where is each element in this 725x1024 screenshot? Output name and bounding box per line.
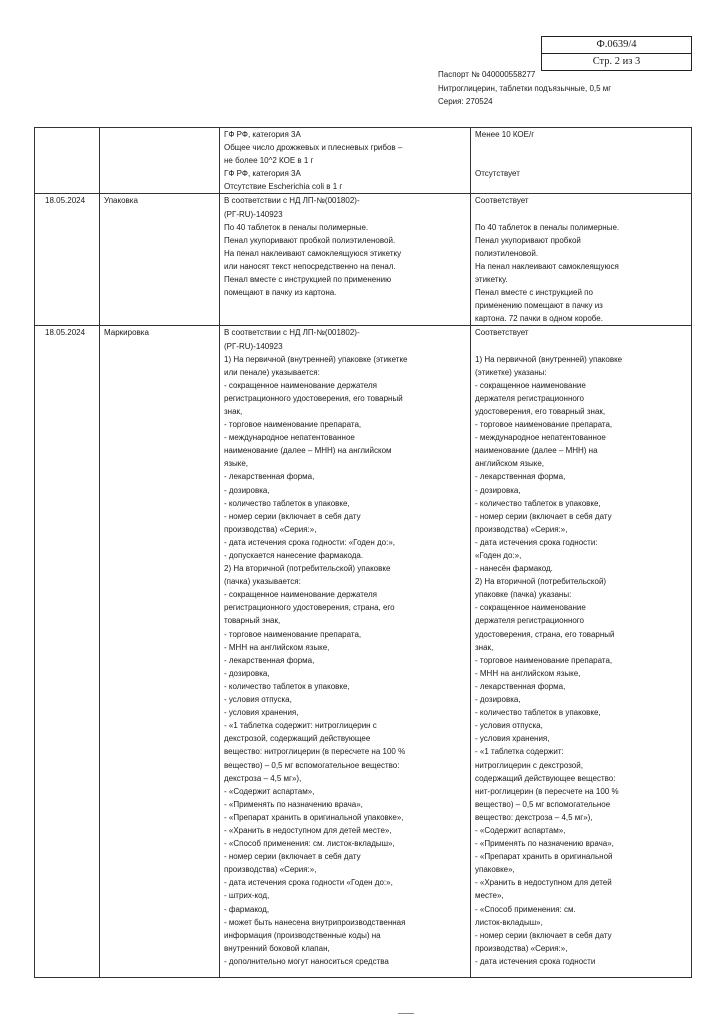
row-date: 18.05.2024 <box>35 326 100 978</box>
row-date <box>35 128 100 194</box>
row-indicator <box>100 128 220 194</box>
scan-mark <box>398 1013 414 1018</box>
row-result: Менее 10 КОЕ/г Отсутствует <box>471 128 692 194</box>
form-code: Ф.0639/4 <box>596 39 637 50</box>
series-number: Серия: 270524 <box>438 97 493 106</box>
table-row <box>35 194 692 326</box>
form-code-box <box>541 36 692 71</box>
quality-table <box>34 127 692 978</box>
row-date: 18.05.2024 <box>35 194 100 326</box>
row-requirement: В соответствии с НД ЛП-№(001802)- (РГ-RU)-140923 По 40 таблеток в пеналы полимерные. Пенал укупоривают пробкой полиэтиленовой. На пенал наклеивают самоклеящуюся этикетку или наносят текст непосредственно на пенал. Пенал вместе с инструкцией по применению помещают в пачку из картона. <box>220 194 471 326</box>
product-name: Нитроглицерин, таблетки подъязычные, 0,5 мг <box>438 83 612 93</box>
passport-number: Паспорт № 040000558277 <box>438 70 536 79</box>
passport-header <box>438 68 611 109</box>
row-requirement: В соответствии с НД ЛП-№(001802)- (РГ-RU)-140923 1) На первичной (внутренней) упаковке (этикетке или пенале) указывается: - сокращенное наименование держателя регистрационного удостоверения, его товарный знак, - торговое наименование препарата, - международное непатентованное наименование (далее – МНН) на английском языке, - лекарственная форма, - дозировка, - количество таблеток в упаковке, - номер серии (включает в себя дату производства) «Серия:», - дата истечения срока годности: «Годен до:», - допускается нанесение фармакода. 2) На вторичной (потребительской) упаковке (пачка) указывается: - сокращенное наименование держателя регистрационного удостоверения, страна, его товарный знак, - торговое наименование препарата, - МНН на английском языке, - лекарственная форма, - дозировка, - количество таблеток в упаковке, - условия отпуска, - условия хранения, - «1 таблетка содержит: нитроглицерин с декстрозой, содержащий действующее вещество: нитроглицерин (в пересчете на 100 % вещество) – 0,5 мг вспомогательное вещество: декстроза – 4,5 мг»), - «Содержит аспартам», - «Применять по назначению врача», - «Препарат хранить в оригинальной упаковке», - «Хранить в недоступном для детей месте», - «Способ применения: см. листок-вкладыш», - номер серии (включает в себя дату производства) «Серия:», - дата истечения срока годности «Годен до:», - штрих-код, - фармакод, - может быть нанесена внутрипроизводственная информация (производственные коды) на внутренний боковой клапан, - дополнительно могут наноситься средства <box>220 326 471 978</box>
row-indicator: Упаковка <box>100 194 220 326</box>
row-result: Соответствует 1) На первичной (внутренней) упаковке (этикетке) указаны: - сокращенное наименование держателя регистрационного удостоверения, его товарный знак, - торговое наименование препарата, - международное непатентованное наименование (далее – МНН) на английском языке, - лекарственная форма, - дозировка, - количество таблеток в упаковке, - номер серии (включает в себя дату производства) «Серия:», - дата истечения срока годности: «Годен до:», - нанесён фармакод. 2) На вторичной (потребительской) упаковке (пачка) указаны: - сокращенное наименование держателя регистрационного удостоверения, страна, его товарный знак, - торговое наименование препарата, - МНН на английском языке, - лекарственная форма, - дозировка, - количество таблеток в упаковке, - условия отпуска, - условия хранения, - «1 таблетка содержит: нитроглицерин с декстрозой, содержащий действующее вещество: нит-роглицерин (в пересчете на 100 % вещество) – 0,5 мг вспомогательное вещество: декстроза – 4,5 мг»), - «Содержит аспартам», - «Применять по назначению врача», - «Препарат хранить в оригинальной упаковке», - «Хранить в недоступном для детей месте», - «Способ применения: см. листок-вкладыш», - номер серии (включает в себя дату производства) «Серия:», - дата истечения срока годности <box>471 326 692 978</box>
table-row <box>35 128 692 194</box>
table-row <box>35 326 692 978</box>
page-number: Стр. 2 из 3 <box>542 53 691 70</box>
row-requirement: ГФ РФ, категория 3А Общее число дрожжевых и плесневых грибов – не более 10^2 КОЕ в 1 г ГФ РФ, категория 3А Отсутствие Escherichia coli в 1 г <box>220 128 471 194</box>
row-result: Соответствует По 40 таблеток в пеналы полимерные. Пенал укупоривают пробкой полиэтиленовой. На пенал наклеивают самоклеящуюся этикетку. Пенал вместе с инструкцией по применению помещают в пачку из картона. 72 пачки в одном коробе. <box>471 194 692 326</box>
row-indicator: Маркировка <box>100 326 220 978</box>
